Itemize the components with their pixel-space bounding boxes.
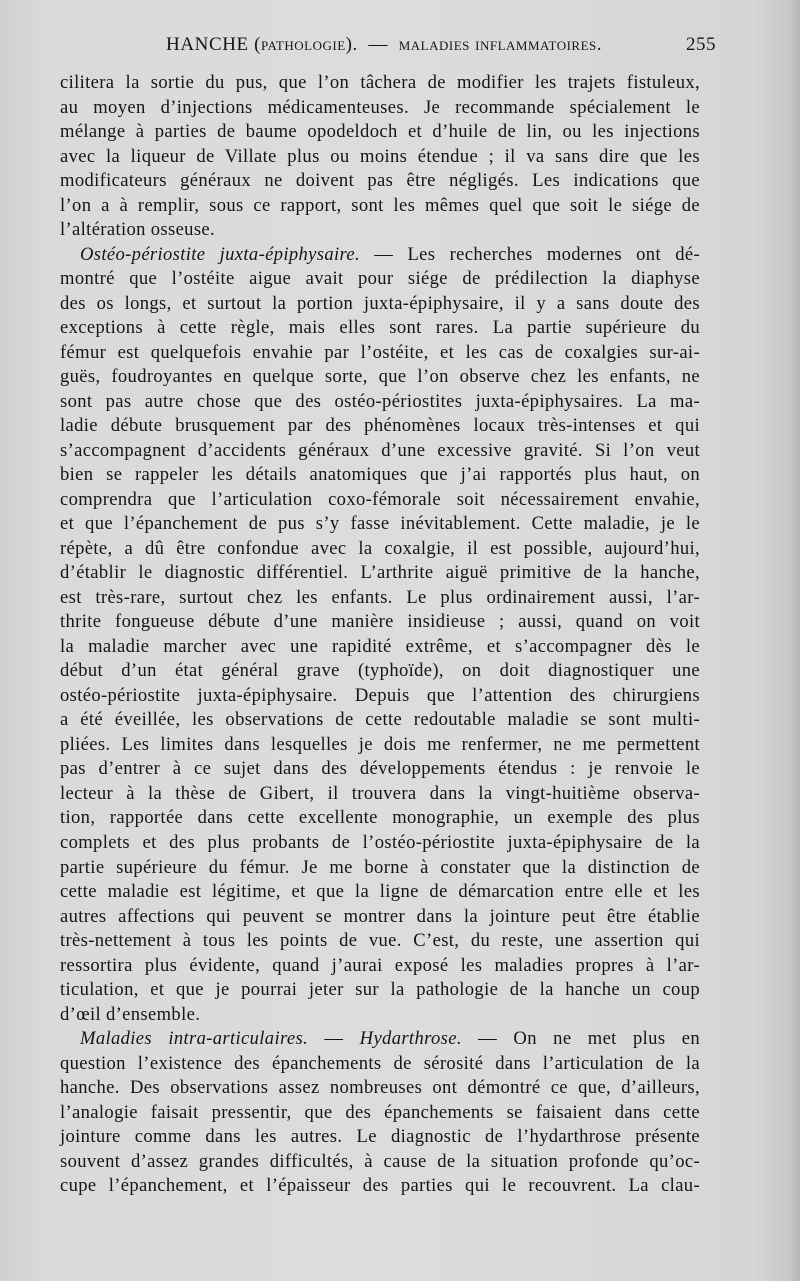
text-run: — xyxy=(308,1028,360,1050)
text-line: souvent d’assez grandes difficultés, à cause de la situation profonde qu’oc- xyxy=(60,1150,700,1172)
text-line: a été éveillée, les observations de cette redoutable maladie se sont multi- xyxy=(60,709,700,731)
text-run: — On ne met plus en xyxy=(461,1028,700,1050)
text-line: cilitera la sortie du pus, que l’on tâchera de modifier les trajets fistuleux, xyxy=(60,72,700,93)
text-line: lecteur à la thèse de Gibert, il trouvera dans la vingt-huitième observa- xyxy=(60,782,700,804)
text-line: bien se rappeler les détails anatomiques que j’ai rapportés plus haut, on xyxy=(60,464,700,486)
text-line: début d’un état général grave (typhoïde), on doit diagnostiquer une xyxy=(60,660,700,682)
text-line: mélange à parties de baume opodeldoch et d’huile de lin, ou les injections xyxy=(60,121,700,143)
text-line: d’établir le diagnostic différentiel. L’arthrite aiguë primitive de la hanche, xyxy=(60,562,700,584)
text-line: ostéo-périostite juxta-épiphysaire. Depuis que l’attention des chirurgiens xyxy=(60,684,700,706)
text-line: tion, rapportée dans cette excellente monographie, un exemple des plus xyxy=(60,807,700,829)
running-head-sub: (pathologie). xyxy=(254,34,358,55)
running-head-main: HANCHE xyxy=(166,34,249,55)
text-line: fémur est quelquefois envahie par l’ostéite, et les cas de coxalgies sur-ai- xyxy=(60,341,700,363)
text-line: s’accompagnent d’accidents généraux d’une excessive gravité. Si l’on veut xyxy=(60,439,700,461)
text-line: et que l’épanchement de pus s’y fasse inévitablement. Cette maladie, je le xyxy=(60,513,700,535)
running-head xyxy=(60,34,716,64)
text-line: question l’existence des épanchements de sérosité dans l’articulation de la xyxy=(60,1052,700,1074)
running-head-title xyxy=(166,34,602,56)
page-number: 255 xyxy=(686,34,716,55)
text-line: pas d’entrer à ce sujet dans des développements étendus : je renvoie le xyxy=(60,758,700,780)
body-text xyxy=(60,71,700,1199)
text-line: comprendra que l’articulation coxo-fémorale soit nécessairement envahie, xyxy=(60,488,700,510)
text-line: l’analogie faisait pressentir, que des épanchements se faisaient dans cette xyxy=(60,1101,700,1123)
text-line: d’œil d’ensemble. xyxy=(60,1003,201,1025)
text-run: — Les recherches modernes ont dé- xyxy=(360,243,700,265)
text-line: thrite fongueuse débute d’une manière insidieuse ; aussi, quand on voit xyxy=(60,611,700,633)
text-line: exceptions à cette règle, mais elles sont rares. La partie supérieure du xyxy=(60,317,700,339)
text-line: avec la liqueur de Villate plus ou moins étendue ; il va sans dire que les xyxy=(60,145,700,167)
text-line: au moyen d’injections médicamenteuses. Je recommande spécialement le xyxy=(60,96,700,118)
section-heading-osteo-periostite: Ostéo-périostite juxta-épiphysaire. xyxy=(80,243,361,265)
text-line: ressortira plus évidente, quand j’aurai exposé les maladies propres à l’ar- xyxy=(60,954,700,976)
text-line: sont pas autre chose que des ostéo-périostites juxta-épiphysaires. La ma- xyxy=(60,390,700,412)
text-line: l’altération osseuse. xyxy=(60,219,216,241)
text-line: hanche. Des observations assez nombreuses ont démontré ce que, d’ailleurs, xyxy=(60,1077,700,1099)
text-line: la maladie marcher avec une rapidité extrême, et s’accompagner dès le xyxy=(60,635,700,657)
text-line: est très-rare, surtout chez les enfants. Le plus ordinairement aussi, l’ar- xyxy=(60,586,700,608)
text-line: complets et des plus probants de l’ostéo-périostite juxta-épiphysaire de la xyxy=(60,831,700,853)
text-line: pliées. Les limites dans lesquelles je dois me renfermer, ne me permettent xyxy=(60,733,700,755)
text-line: partie supérieure du fémur. Je me borne à constater que la distinction de xyxy=(60,856,700,878)
section-heading-line xyxy=(60,1027,700,1052)
text-line: autres affections qui peuvent se montrer dans la jointure peut être établie xyxy=(60,905,700,927)
text-line: guës, foudroyantes en quelque sorte, que l’on observe chez les enfants, ne xyxy=(60,366,700,388)
running-head-section: maladies inflammatoires. xyxy=(398,34,603,55)
text-line: des os longs, et surtout la portion juxta-épiphysaire, il y a sans doute des xyxy=(60,292,700,314)
text-line: ladie débute brusquement par des phénomènes locaux très-intenses et qui xyxy=(60,415,700,437)
text-line: très-nettement à tous les points de vue. C’est, du reste, une assertion qui xyxy=(60,930,700,952)
text-line: modificateurs généraux ne doivent pas être négligés. Les indications que xyxy=(60,170,700,192)
text-line: montré que l’ostéite aigue avait pour siége de prédilection la diaphyse xyxy=(60,268,700,290)
text-line: l’on a à remplir, sous ce rapport, sont les mêmes quel que soit le siége de xyxy=(60,194,700,216)
text-line: ticulation, et que je pourrai jeter sur la pathologie de la hanche un coup xyxy=(60,979,700,1001)
subsection-heading-hydarthrose: Hydarthrose. xyxy=(359,1028,462,1050)
text-line: jointure comme dans les autres. Le diagnostic de l’hydarthrose présente xyxy=(60,1126,700,1148)
text-line: répète, a dû être confondue avec la coxalgie, il est possible, aujourd’hui, xyxy=(60,537,700,559)
text-line: cette maladie est légitime, et que la ligne de démarcation entre elle et les xyxy=(60,881,700,903)
running-head-dash: — xyxy=(368,34,389,55)
section-heading-maladies-intra-articulaires: Maladies intra-articulaires. xyxy=(80,1028,309,1050)
page-edge-shadow xyxy=(788,0,800,1281)
section-heading-line xyxy=(60,243,700,268)
text-line: cupe l’épanchement, et l’épaisseur des parties qui le recouvrent. La clau- xyxy=(60,1175,700,1197)
